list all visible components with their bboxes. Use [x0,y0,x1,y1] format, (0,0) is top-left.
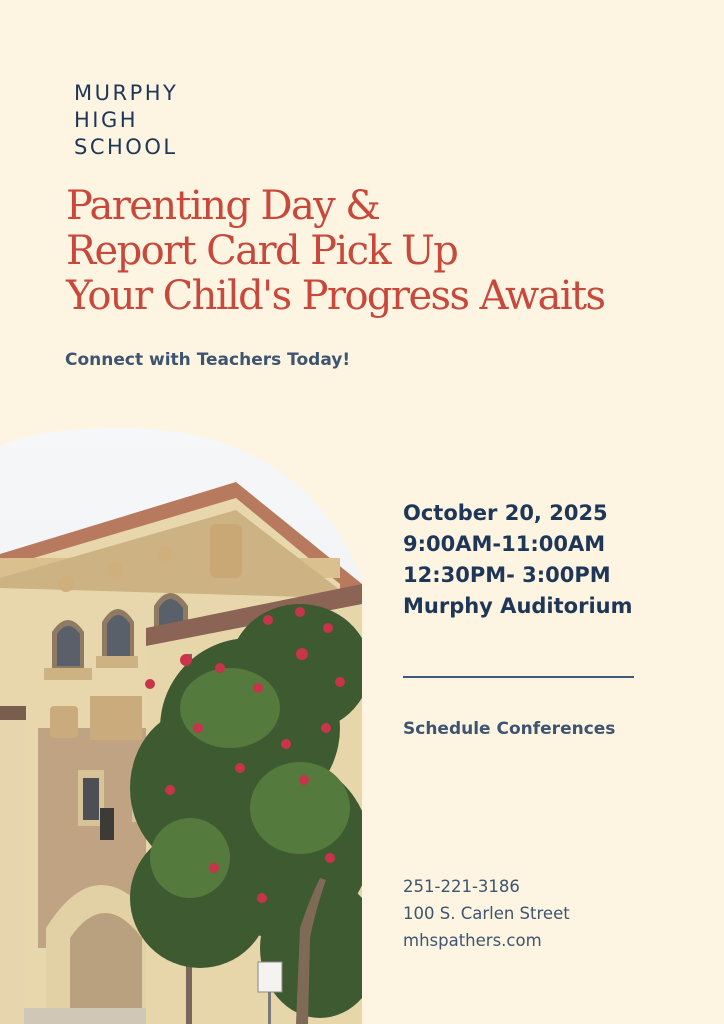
headline-line: Report Card Pick Up [66,228,458,274]
contact-address: 100 S. Carlen Street [403,904,570,923]
school-name-line: MURPHY [74,81,179,105]
event-date: October 20, 2025 [403,501,608,525]
contact-website: mhspathers.com [403,931,542,950]
event-headline [66,184,604,319]
contact-phone: 251-221-3186 [403,877,520,896]
contact-info [403,873,570,954]
event-location: Murphy Auditorium [403,594,633,618]
event-details [403,498,632,622]
session-afternoon: 12:30PM- 3:00PM [403,563,611,587]
headline-line: Parenting Day & [66,183,380,229]
headline-line: Your Child's Progress Awaits [66,273,605,319]
school-building-photo [0,428,362,1024]
school-name [74,80,178,161]
divider [403,676,634,678]
schedule-conferences-text: Schedule Conferences [403,719,616,739]
tagline: Connect with Teachers Today! [65,350,351,370]
school-name-line: HIGH [74,108,139,132]
school-name-line: SCHOOL [74,135,178,159]
session-morning: 9:00AM-11:00AM [403,532,606,556]
